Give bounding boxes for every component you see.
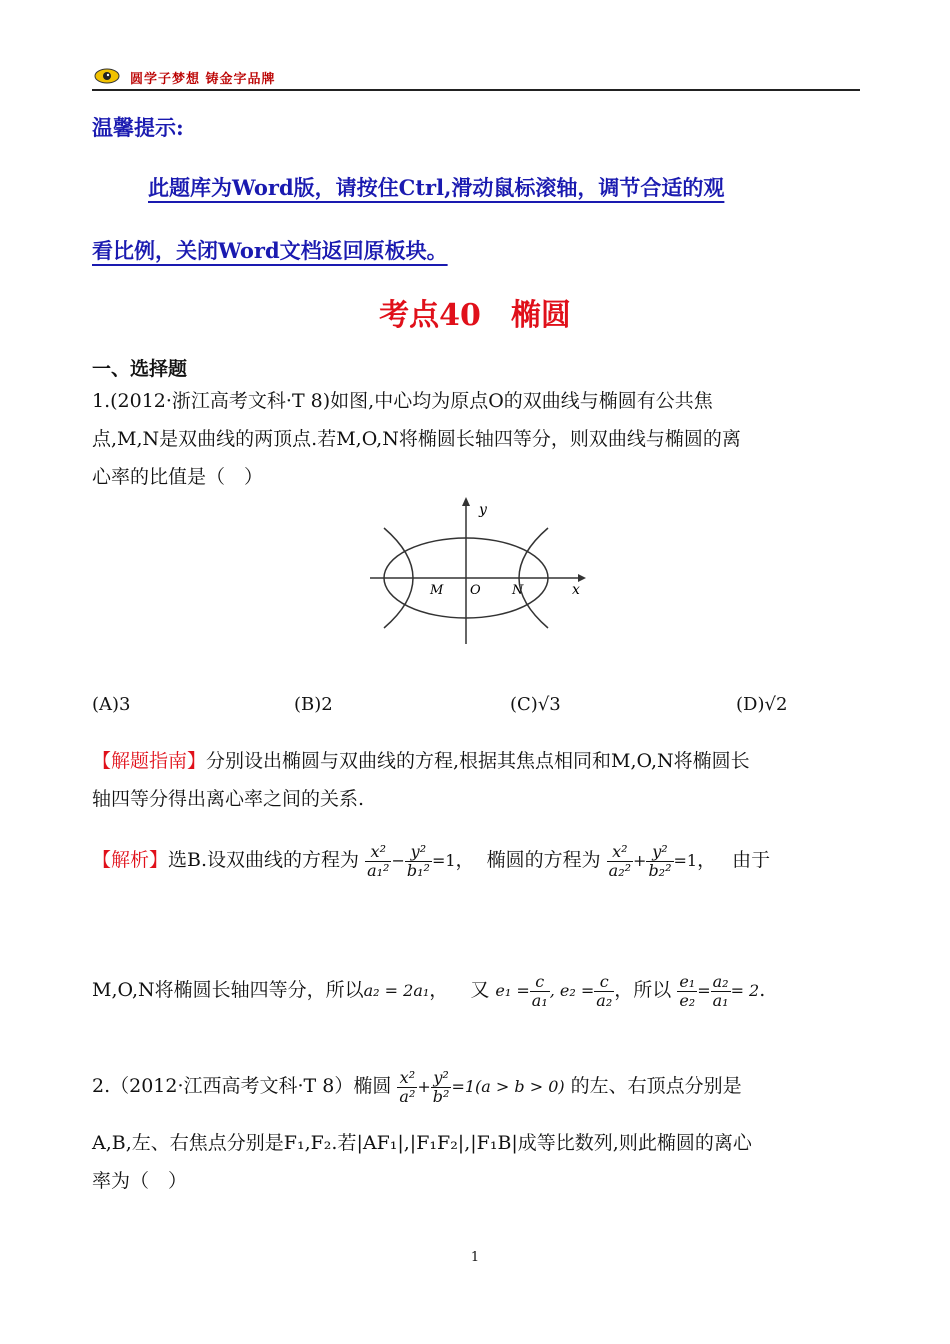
option-a: (A)3 [92,694,131,715]
frac-x2-a2: $\frac{\text{x²}}{\text{a²}}$ [399,1067,416,1106]
q1-line-2: 点,M,N是双曲线的两顶点.若M,O,N将椭圆长轴四等分，则双曲线与椭圆的离 [92,428,741,450]
frac-e1-e2: $\frac{\text{e₁}}{\text{e₂}}$ [679,971,696,1010]
option-c [510,694,561,715]
q1-hint-line-1 [92,742,750,780]
tip-title: 温馨提示: [92,115,184,140]
eye-logo-icon [94,67,120,85]
option-d [736,694,787,715]
comma-3: ， [429,979,449,1001]
option-c-value: √3 [537,694,561,715]
option-c-label: (C) [510,694,538,715]
period: . [759,979,766,1001]
ellipse-eq-term-1: $\frac{\text{x²}}{\text{a₂²}}$ [608,841,632,880]
option-d-value: √2 [764,694,788,715]
tip-line-2: 看比例，关闭Word文档返回原板块。 [92,238,448,263]
solution-line2-b: 又 [470,979,490,1001]
hint-text-1: 分别设出椭圆与双曲线的方程,根据其焦点相同和M,O,N将椭圆长 [206,750,750,772]
label-x: x [572,582,580,598]
label-m: M [430,583,444,598]
header-rule [92,89,860,91]
solution-line2-a: M,O,N将椭圆长轴四等分，所以 [92,979,364,1001]
option-d-label: (D) [736,694,765,715]
frac-c-a1: $\frac{c}{\text{a₁}}$ [531,971,548,1010]
q1-line-1: 1.(2012·浙江高考文科·T 8)如图,中心均为原点O的双曲线与椭圆有公共焦 [92,390,713,412]
page-title: 考点40 椭圆 [379,298,571,333]
q1-hint-line-2: 轴四等分得出离心率之间的关系. [92,788,365,810]
solution-line2-c: ，所以 [614,979,672,1001]
ellipse-hyperbola-figure [366,494,596,654]
hint-tag: 【解题指南】 [92,750,207,772]
label-n: N [512,583,524,598]
tip-line-1: 此题库为Word版，请按住Ctrl,滑动鼠标滚轴，调节合适的观 [148,175,725,200]
frac-a2-a1: $\frac{\text{a₂}}{\text{a₁}}$ [712,971,729,1010]
q2-line-2: A,B,左、右焦点分别是F₁,F₂.若|AF₁|,|F₁F₂|,|F₁B|成等比数列,则此椭圆的离心 [92,1132,752,1154]
q2-line-3: 率为（ ） [92,1170,188,1192]
solution-text-2: 椭圆的方程为 [486,849,601,871]
section-heading: 一、选择题 [92,358,188,380]
label-o: O [470,583,481,598]
header-slogan: 圆学子梦想 铸金字品牌 [130,72,276,87]
q1-solution-line-2: M,O,N将椭圆长轴四等分，所以a₂ = 2a₁， 又 e₁ = $\frac{c}{\text{a₁}}$ , e₂ = $\frac{c}{\text{a₂}}$ ，所以 $\frac{\text{e₁}}{\text{e₂}}$ = $\frac{\text{a₂}}{\text{a₁}}$ = 2. [92,971,766,1010]
comma-1: ， [455,849,475,871]
q2-line-1a: 2.（2012·江西高考文科·T 8）椭圆 [92,1075,392,1097]
q2-line-1: 2.（2012·江西高考文科·T 8）椭圆 $\frac{\text{x²}}{\text{a²}}$ + $\frac{\text{y²}}{\text{b²}}$ =1(a > b > 0) 的左、右顶点分别是 [92,1067,742,1106]
y-axis-arrow [462,497,470,506]
hyperbola-eq-term-1: $\frac{\text{x²}}{\text{a₁²}}$ [367,841,390,880]
hyperbola-eq-term-2: $\frac{\text{y²}}{\text{b₁²}}$ [406,841,430,880]
x-axis-arrow [578,574,586,582]
solution-text-1: 选B.设双曲线的方程为 [168,849,360,871]
frac-y2-b2: $\frac{\text{y²}}{\text{b²}}$ [432,1067,450,1106]
q1-line-3: 心率的比值是（ ） [92,466,264,488]
frac-c-a2: $\frac{c}{\text{a₂}}$ [596,971,613,1010]
solution-tag: 【解析】 [92,849,169,871]
page-header [92,66,860,88]
q2-line-1b: 的左、右顶点分别是 [570,1075,742,1097]
comma-2: ， [697,849,717,871]
solution-text-3: 由于 [732,849,771,871]
page-number: 1 [470,1250,480,1265]
option-b: (B)2 [294,694,333,715]
ellipse-eq-term-2: $\frac{\text{y²}}{\text{b₂²}}$ [648,841,672,880]
q1-solution-line-1: 【解析】选B.设双曲线的方程为 $\frac{\text{x²}}{\text{a₁²}}$ − $\frac{\text{y²}}{\text{b₁²}}$ =1， 椭圆的方程为 $\frac{\text{x²}}{\text{a₂²}}$ + $\frac{\text{y²}}{\text{b₂²}}$ =1， 由于 [92,841,771,880]
label-y: y [479,502,487,518]
